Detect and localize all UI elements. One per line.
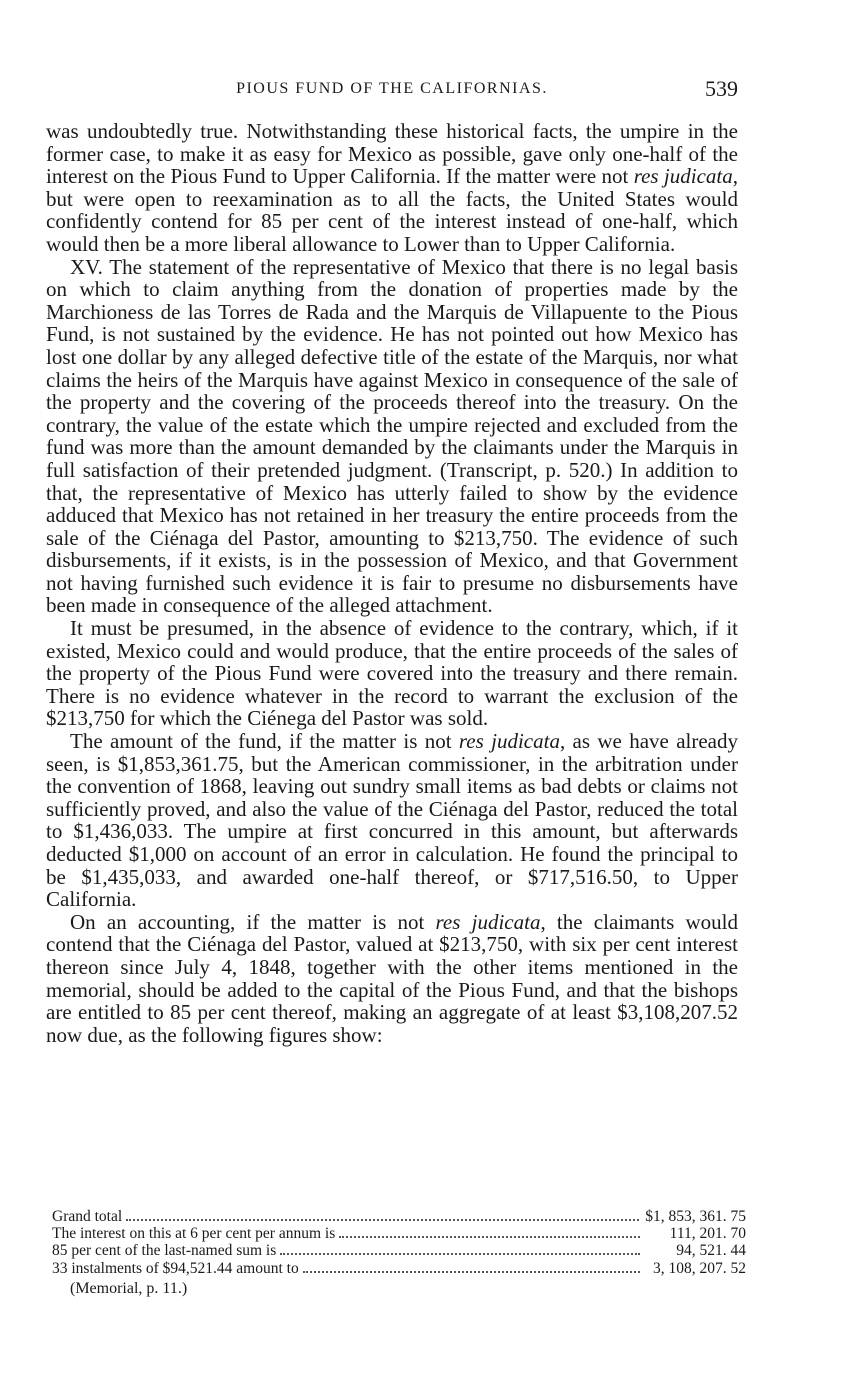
row-amount: 94, 521. 44	[676, 1242, 746, 1260]
row-amount: 111, 201. 70	[669, 1225, 746, 1243]
table-row	[52, 1242, 746, 1259]
row-label: 85 per cent of the last-named sum is	[52, 1242, 277, 1260]
row-label: The interest on this at 6 per cent per annum is	[52, 1225, 336, 1243]
dot-leader	[280, 1253, 640, 1255]
row-label: 33 instalments of $94,521.44 amount to	[52, 1259, 299, 1277]
paragraph-5: On an accounting, if the matter is not res judicata, the claimants would contend that the Ciénaga del Pastor, valued at $213,750, with six per cent interest thereon since July 4, 1848, together with the other items mentioned in the memorial, should be added to the capital of the Pious Fund, and that the bishops are entitled to 85 per cent thereof, making an aggregate of at least $3,108,207.52 now due, as the following figures show:	[46, 909, 738, 1047]
running-title: PIOUS FUND OF THE CALIFORNIAS.	[236, 80, 548, 97]
page-number: 539	[705, 76, 738, 101]
paragraph-4: The amount of the fund, if the matter is not res judicata, as we have already seen, is $1,853,361.75, but the American commissioner, in the arbitration under the convention of 1868, leaving out sundry small items as bad debts or claims not sufficiently proved, and also the value of the Ciénaga del Pastor, reduced the total to $1,436,033. The umpire at first concurred in this amount, but afterwards deducted $1,000 on account of an error in calculation. He found the principal to be $1,435,033, and awarded one-half thereof, or $717,516.50, to Upper California.	[46, 729, 738, 912]
table-row	[52, 1208, 746, 1225]
table-row	[52, 1260, 746, 1277]
paragraph-1: was undoubtedly true. Notwithstanding these historical facts, the umpire in the former case, to make it as easy for Mexico as possible, gave only one-half of the interest on the Pious Fund to Upper California. If the matter were not res judicata, but were open to reexamination as to all the facts, the United States would confidently contend for 85 per cent of the interest instead of one-half, which would then be a more liberal allowance to Lower than to Upper California.	[46, 119, 738, 256]
paragraph-2: XV. The statement of the representative of Mexico that there is no legal basis on which to claim anything from the donation of properties made by the Marchioness de las Torres de Rada and the Marquis de Villapuente to the Pious Fund, is not sustained by the evidence. He has not pointed out how Mexico has lost one dollar by any alleged defective title of the estate of the Marquis, nor what claims the heirs of the Marquis have against Mexico in consequence of the sale of the property and the covering of the proceeds thereof into the treasury. On the contrary, the value of the estate which the umpire rejected and excluded from the fund was more than the amount demanded by the claimants under the Marquis in full satisfaction of their pretended judgment. (Transcript, p. 520.) In addition to that, the representative of Mexico has utterly failed to show by the evidence adduced that Mexico has not retained in her treasury the entire proceeds from the sale of the Ciénaga del Pastor, amounting to $213,750. The evidence of such disbursements, if it exists, is in the possession of Mexico, and that Government not having furnished such evidence it is fair to presume no disbursements have been made in consequence of the alleged attachment.	[46, 254, 738, 618]
row-amount: $1, 853, 361. 75	[645, 1208, 746, 1225]
memorial-reference: (Memorial, p. 11.)	[70, 1280, 188, 1297]
dot-leader	[126, 1219, 639, 1221]
paragraph-3: It must be presumed, in the absence of evidence to the contrary, which, if it existed, Mexico could and would produce, that the entire proceeds of the sales of the property of the Pious Fund were covered into the treasury and there remain. There is no evidence whatever in the record to warrant the exclusion of the $213,750 for which the Ciénega del Pastor was sold.	[46, 616, 738, 731]
table-row	[52, 1225, 746, 1242]
figures-table	[52, 1208, 746, 1277]
row-amount: 3, 108, 207. 52	[653, 1259, 746, 1277]
row-label: Grand total	[52, 1208, 123, 1225]
dot-leader	[339, 1236, 640, 1238]
body-text	[46, 120, 738, 1046]
page-header	[46, 76, 738, 106]
dot-leader	[303, 1271, 640, 1273]
